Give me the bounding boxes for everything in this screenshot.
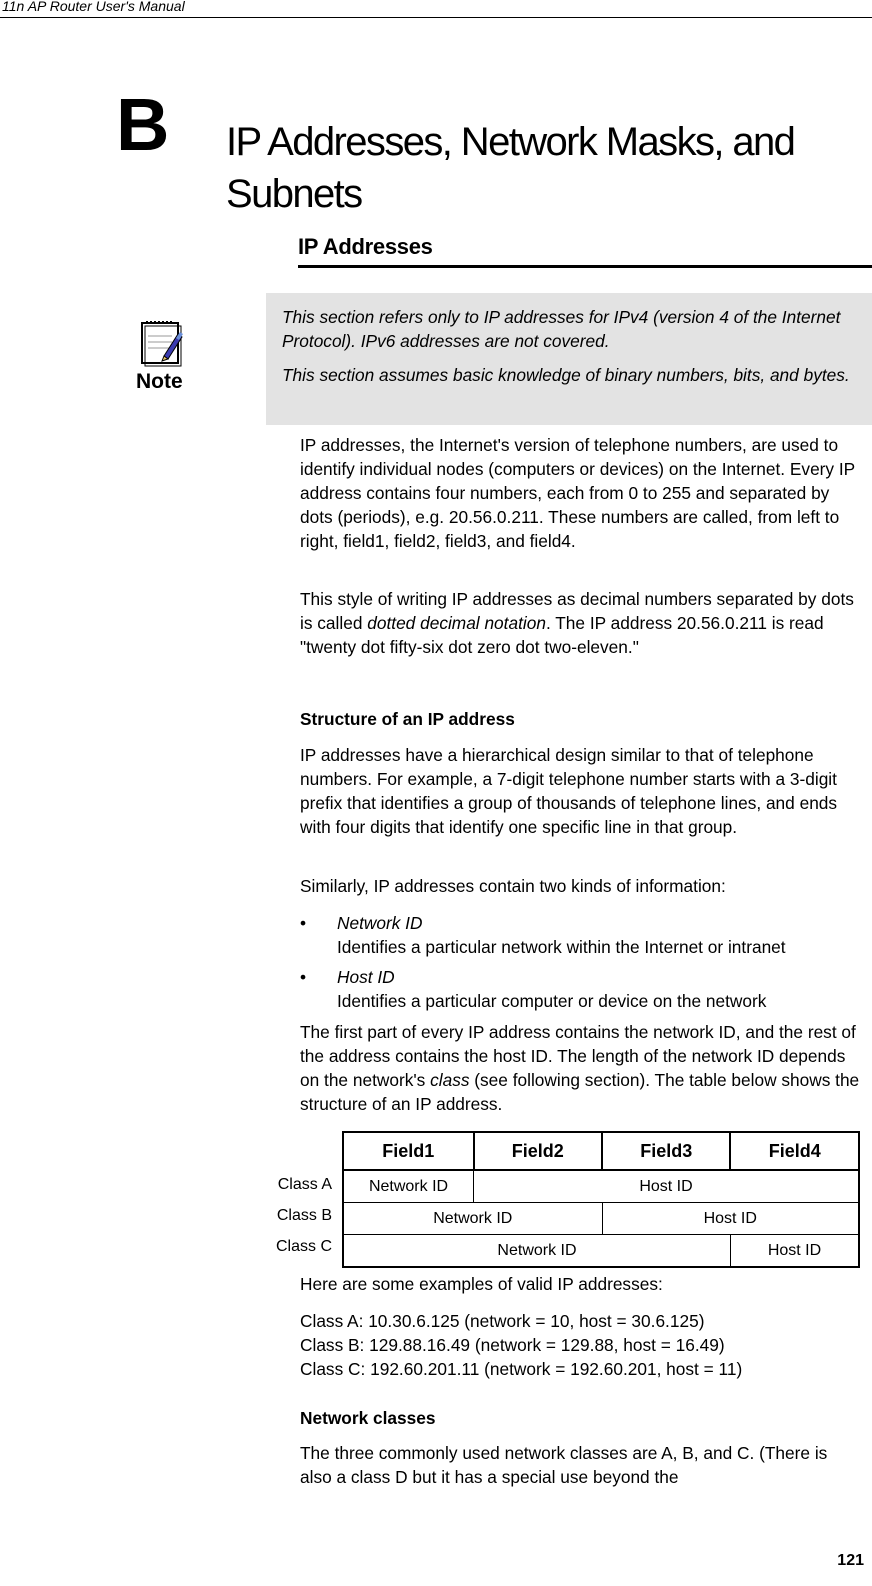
header-rule xyxy=(0,17,872,18)
body-paragraph-5 xyxy=(300,1020,862,1116)
body-paragraph-7: The three commonly used network classes are A, B, and C. (There is also a class D but it has a special use beyond the xyxy=(300,1443,828,1487)
table-row xyxy=(343,1170,859,1203)
p2-text-b: . The IP address 20.56.0.211 is read "twenty dot fifty-six dot zero dot two-eleven." xyxy=(300,613,824,657)
section-rule xyxy=(298,265,872,268)
p2-emphasis: dotted decimal notation xyxy=(367,613,546,633)
p5-text-a: The first part of every IP address contains the network ID, and the rest of the address contains the host ID. The length of the network ID depends on the network's xyxy=(300,1022,856,1090)
table-row xyxy=(343,1235,859,1268)
bullet-desc-network-id: Identifies a particular network within the Internet or intranet xyxy=(337,937,786,957)
bullet-mark-1: • xyxy=(300,913,307,933)
table-header-row xyxy=(343,1132,859,1170)
header-field4: Field4 xyxy=(730,1132,859,1170)
p5-emphasis: class xyxy=(430,1070,470,1090)
structure-heading: Structure of an IP address xyxy=(300,709,515,729)
chapter-title: IP Addresses, Network Masks, and Subnets xyxy=(226,120,795,216)
body-paragraph-2 xyxy=(300,587,862,659)
body-paragraph-3: IP addresses have a hierarchical design similar to that of telephone numbers. For example, a 7-digit telephone number starts with a 3-digit prefix that identifies a group of thousands of telephone lines, and ends with four digits that identify one specific line in that group. xyxy=(300,745,838,837)
body-paragraph-4: Similarly, IP addresses contain two kinds of information: xyxy=(300,876,726,896)
bullet-desc-host-id: Identifies a particular computer or device on the network xyxy=(337,991,767,1011)
p2-text-a: This style of writing IP addresses as decimal numbers separated by dots is called xyxy=(300,589,854,633)
header-field1: Field1 xyxy=(343,1132,474,1170)
example-class-c: Class C: 192.60.201.11 (network = 192.60.201, host = 11) xyxy=(300,1359,743,1379)
bullet-term-host-id: Host ID xyxy=(337,967,395,987)
table-row xyxy=(343,1203,859,1235)
example-class-b: Class B: 129.88.16.49 (network = 129.88, host = 16.49) xyxy=(300,1335,725,1355)
note-paragraph-1: This section refers only to IP addresses for IPv4 (version 4 of the Internet Protocol). IPv6 addresses are not covered. xyxy=(282,307,841,351)
note-paragraph-2: This section assumes basic knowledge of binary numbers, bits, and bytes. xyxy=(282,365,850,385)
body-paragraph-1: IP addresses, the Internet's version of telephone numbers, are used to identify individual nodes (computers or devices) on the Internet. Every IP address contains four numbers, each from 0 to 255 and separated by dots (periods), e.g. 20.56.0.211. These numbers are called, from left to right, field1, field2, field3, and field4. xyxy=(300,435,855,551)
example-class-a: Class A: 10.30.6.125 (network = 10, host = 30.6.125) xyxy=(300,1311,705,1331)
note-pad-icon xyxy=(140,320,184,368)
row-label-class-b: Class B xyxy=(276,1207,332,1224)
class-a-network-cell: Network ID xyxy=(343,1170,474,1203)
chapter-letter: B xyxy=(116,83,170,166)
row-label-class-a: Class A xyxy=(277,1176,332,1193)
bullet-mark-2: • xyxy=(300,967,307,987)
class-a-host-cell: Host ID xyxy=(474,1170,859,1203)
header-field3: Field3 xyxy=(602,1132,730,1170)
ip-structure-table xyxy=(342,1131,860,1268)
class-c-host-cell: Host ID xyxy=(730,1235,859,1268)
bullet-term-network-id: Network ID xyxy=(337,913,423,933)
header-field2: Field2 xyxy=(474,1132,602,1170)
p5-text-b: (see following section). The table below shows the structure of an IP address. xyxy=(300,1070,860,1114)
class-b-host-cell: Host ID xyxy=(602,1203,859,1235)
row-label-class-c: Class C xyxy=(275,1238,332,1255)
note-label: Note xyxy=(136,370,183,393)
class-b-network-cell: Network ID xyxy=(343,1203,602,1235)
network-classes-heading: Network classes xyxy=(300,1408,436,1428)
section-title: IP Addresses xyxy=(298,234,433,259)
body-paragraph-6: Here are some examples of valid IP addresses: xyxy=(300,1274,663,1294)
note-box xyxy=(266,293,872,425)
page-number: 121 xyxy=(837,1552,864,1569)
running-header: 11n AP Router User's Manual xyxy=(2,0,185,14)
class-c-network-cell: Network ID xyxy=(343,1235,730,1268)
